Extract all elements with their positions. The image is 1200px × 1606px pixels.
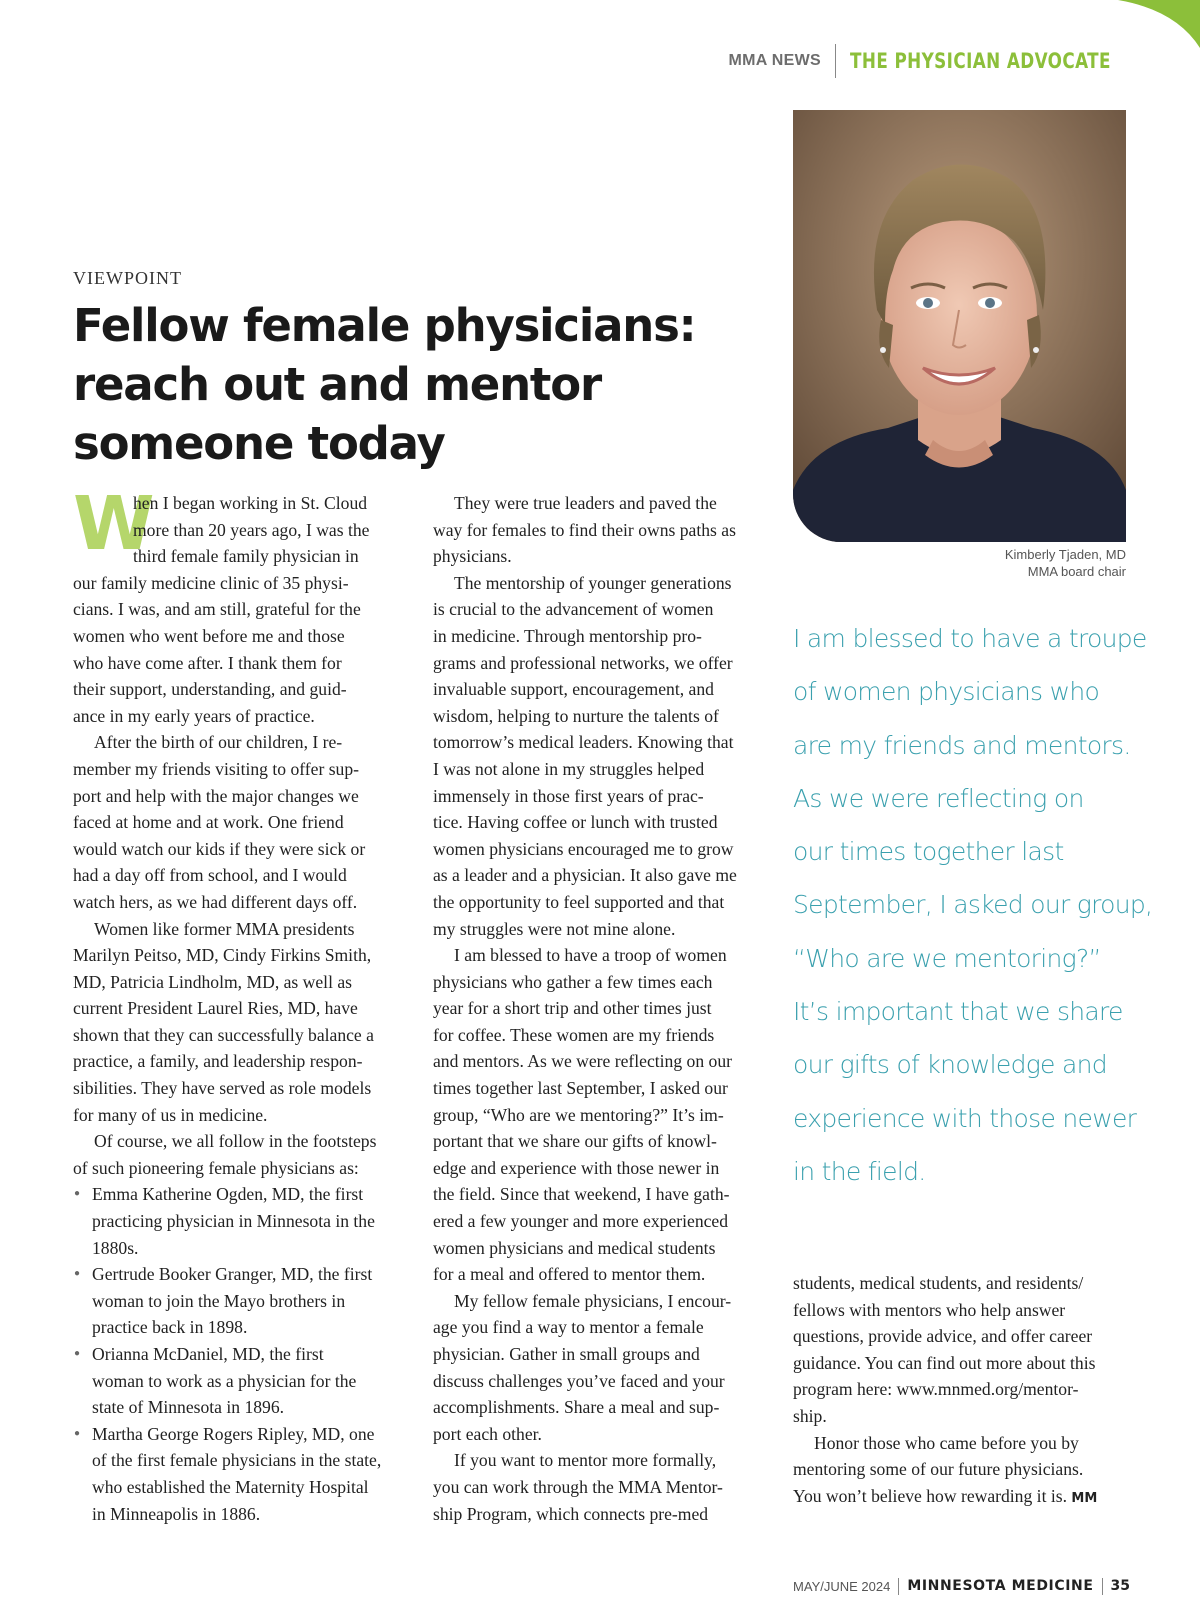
text-line: woman to join the Mayo brothers in <box>92 1290 346 1311</box>
pull-quote-line: are my friends and mentors. <box>793 730 1131 760</box>
title-line: reach out and mentor <box>73 358 601 411</box>
text-line: way for females to find their owns paths as <box>433 519 736 540</box>
text-line: ered a few younger and more experienced <box>433 1211 729 1232</box>
text-line: for a meal and offered to mentor them. <box>433 1264 706 1285</box>
text-line: physicians. <box>433 546 512 567</box>
pull-quote-line: September, I asked our group, <box>793 890 1153 920</box>
text-line: year for a short trip and other times just <box>433 998 712 1019</box>
text-line: Of course, we all follow in the footsteps <box>94 1131 377 1152</box>
pull-quote-line: of women physicians who <box>793 677 1100 707</box>
text-line: group, “Who are we mentoring?” It’s im- <box>433 1104 724 1125</box>
text-line: invaluable support, encouragement, and <box>433 679 714 700</box>
pull-quote-line: I am blessed to have a troupe <box>793 624 1147 653</box>
text-line: for coffee. These women are my friends <box>433 1024 715 1045</box>
text-line: third female family physician in <box>133 546 359 567</box>
text-line: I am blessed to have a troop of women <box>454 945 727 966</box>
pull-quote-line: It’s important that we share <box>793 997 1123 1027</box>
text-line: I was not alone in my struggles helped <box>433 758 705 779</box>
body-column-3 <box>793 1270 1143 1509</box>
text-line: practice back in 1898. <box>92 1317 248 1338</box>
page-number: 35 <box>1110 1578 1130 1594</box>
text-line: had a day off from school, and I would <box>73 865 347 886</box>
pull-quote-line: our gifts of knowledge and <box>793 1050 1107 1080</box>
caption-name: Kimberly Tjaden, MD <box>1004 547 1126 562</box>
text-line: our family medicine clinic of 35 physi- <box>73 572 349 593</box>
text-line: women physicians and medical students <box>433 1237 716 1258</box>
text-line: MD, Patricia Lindholm, MD, as well as <box>73 971 353 992</box>
text-line: physician. Gather in small groups and <box>433 1344 700 1364</box>
text-line: hen I began working in St. Cloud <box>133 493 368 513</box>
text-line: immensely in those first years of prac- <box>433 785 704 806</box>
text-line: more than 20 years ago, I was the <box>133 519 370 540</box>
bullet-item: ● Emma Katherine Ogden, MD, the first <box>73 1181 413 1208</box>
body-column-1 <box>73 481 413 1527</box>
magazine-name: MINNESOTA MEDICINE <box>907 1578 1094 1594</box>
text-line: who have come after. I thank them for <box>73 652 342 673</box>
running-header <box>729 44 1130 78</box>
text-line: of such pioneering female physicians as: <box>73 1157 359 1178</box>
text-line: cians. I was, and am still, grateful for the <box>73 599 361 620</box>
author-portrait <box>793 110 1126 542</box>
text-line: the field. Since that weekend, I have gath- <box>433 1184 730 1205</box>
pull-quote <box>793 612 1153 1198</box>
text-line: My fellow female physicians, I encour- <box>454 1290 732 1311</box>
text-line: If you want to mentor more formally, <box>454 1450 717 1471</box>
footer-divider <box>1102 1578 1103 1595</box>
portrait-illustration <box>793 110 1126 542</box>
article-title <box>73 296 773 473</box>
page-footer <box>793 1576 1130 1596</box>
pull-quote-line: our times together last <box>793 837 1064 867</box>
pull-quote-line: in the field. <box>793 1156 926 1186</box>
text-line: and mentors. As we were reflecting on our <box>433 1051 732 1072</box>
pull-quote-line: “Who are we mentoring?” <box>793 943 1101 973</box>
header-divider <box>835 44 836 78</box>
text-line: the opportunity to feel supported and that <box>433 891 725 912</box>
text-line: You won’t believe how rewarding it is. <box>793 1485 1067 1506</box>
text-line: program here: www.mnmed.org/mentor- <box>793 1379 1079 1400</box>
drop-cap: W <box>73 481 153 567</box>
text-line: of the first female physicians in the state, <box>92 1450 382 1471</box>
article-kicker: VIEWPOINT <box>73 268 182 288</box>
caption-role: MMA board chair <box>1027 564 1126 579</box>
text-line: state of Minnesota in 1896. <box>92 1397 285 1418</box>
bullet-item: ● Orianna McDaniel, MD, the first <box>73 1341 413 1368</box>
text-line: After the birth of our children, I re- <box>94 732 343 753</box>
text-line: for many of us in medicine. <box>73 1104 268 1125</box>
text-line: would watch our kids if they were sick or <box>73 838 366 859</box>
text-line: grams and professional networks, we offer <box>433 652 733 673</box>
text-line: tomorrow’s medical leaders. Knowing that <box>433 732 734 753</box>
text-line: portant that we share our gifts of knowl- <box>433 1131 717 1152</box>
text-line: faced at home and at work. One friend <box>73 812 344 833</box>
text-line: port and help with the major changes we <box>73 785 359 806</box>
text-line: woman to work as a physician for the <box>92 1370 357 1391</box>
corner-accent-shape <box>1118 0 1200 48</box>
text-line: physicians who gather a few times each <box>433 971 713 992</box>
text-line: They were true leaders and paved the <box>454 493 717 513</box>
text-line: women physicians encouraged me to grow <box>433 838 734 859</box>
text-line: is crucial to the advancement of women <box>433 599 714 620</box>
text-line: guidance. You can find out more about this <box>793 1352 1096 1373</box>
text-line: discuss challenges you’ve faced and your <box>433 1370 725 1391</box>
text-line: their support, understanding, and guid- <box>73 679 347 700</box>
photo-caption <box>793 546 1126 580</box>
text-line: in Minneapolis in 1886. <box>92 1503 261 1524</box>
text-line: The mentorship of younger generations <box>454 572 732 593</box>
text-line: 1880s. <box>92 1237 139 1258</box>
title-line: Fellow female physicians: <box>73 299 696 352</box>
text-line: watch hers, as we had different days off. <box>73 891 358 912</box>
text-line: wisdom, helping to nurture the talents of <box>433 705 719 726</box>
text-line: Honor those who came before you by <box>814 1432 1079 1453</box>
text-line: practicing physician in Minnesota in the <box>92 1211 375 1232</box>
issue-date: MAY/JUNE 2024 <box>793 1578 891 1594</box>
text-line: as a leader and a physician. It also gave me <box>433 865 737 886</box>
text-line: my struggles were not mine alone. <box>433 918 676 939</box>
text-line: accomplishments. Share a meal and sup- <box>433 1397 720 1418</box>
footer-divider <box>898 1578 899 1595</box>
text-line: ship. <box>793 1405 827 1426</box>
pull-quote-line: experience with those newer <box>793 1103 1137 1133</box>
text-line: ance in my early years of practice. <box>73 705 315 726</box>
text-line: ship Program, which connects pre-med <box>433 1503 709 1524</box>
text-line: fellows with mentors who help answer <box>793 1299 1066 1320</box>
bullet-item: ● Gertrude Booker Granger, MD, the first <box>73 1261 413 1288</box>
text-line: Marilyn Peitso, MD, Cindy Firkins Smith, <box>73 945 372 966</box>
bullet-item: ● Martha George Rogers Ripley, MD, one <box>73 1421 413 1448</box>
text-line: port each other. <box>433 1423 542 1444</box>
text-line: tice. Having coffee or lunch with trusted <box>433 812 718 833</box>
text-line: sibilities. They have served as role models <box>73 1078 372 1099</box>
body-column-2 <box>433 490 773 1527</box>
title-line: someone today <box>73 417 445 470</box>
text-line: mentoring some of our future physicians. <box>793 1459 1084 1480</box>
text-line: who established the Maternity Hospital <box>92 1476 369 1497</box>
text-line: age you find a way to mentor a female <box>433 1317 704 1338</box>
pull-quote-line: As we were reflecting on <box>793 783 1084 813</box>
text-line: edge and experience with those newer in <box>433 1157 720 1178</box>
text-line: students, medical students, and residents/ <box>793 1273 1084 1293</box>
text-line: times together last September, I asked our <box>433 1078 728 1099</box>
text-line: practice, a family, and leadership respon- <box>73 1051 363 1072</box>
text-line: women who went before me and those <box>73 625 345 646</box>
text-line: you can work through the MMA Mentor- <box>433 1476 723 1497</box>
text-line: questions, provide advice, and offer career <box>793 1326 1093 1347</box>
text-line: current President Laurel Ries, MD, have <box>73 998 358 1019</box>
section-label: MMA NEWS <box>728 52 821 69</box>
text-line: member my friends visiting to offer sup- <box>73 758 360 779</box>
text-line: shown that they can successfully balance a <box>73 1024 374 1045</box>
text-line: Women like former MMA presidents <box>94 918 355 939</box>
column-label: THE PHYSICIAN ADVOCATE <box>850 49 1111 73</box>
end-mark: MM <box>1071 1490 1098 1506</box>
text-line: in medicine. Through mentorship pro- <box>433 625 702 646</box>
